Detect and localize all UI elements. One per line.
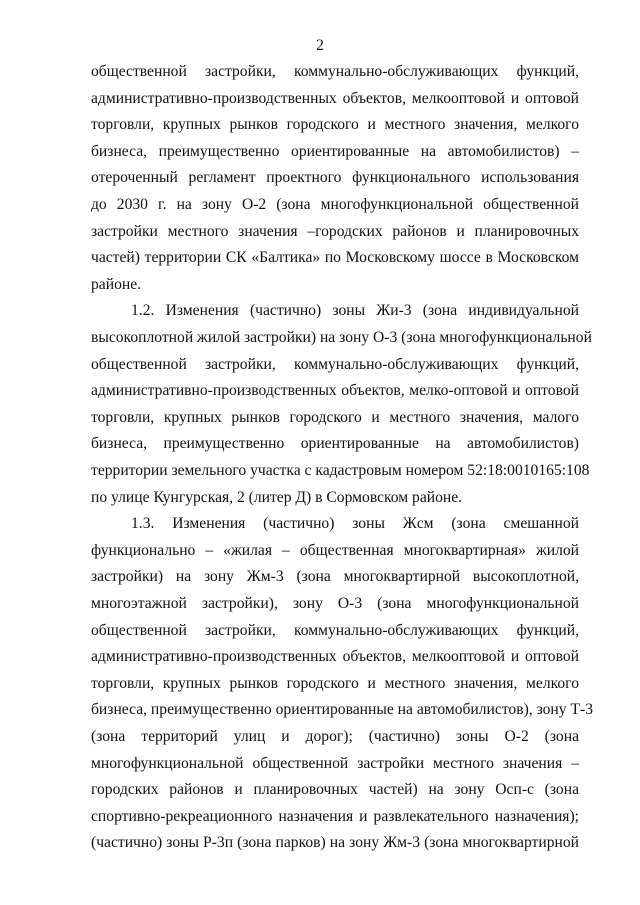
text-line: торговли, крупных рынков городского и местного значения, мелкого	[91, 116, 579, 134]
text-line: бизнеса, преимущественно ориентированные на автомобилистов), зону Т-3	[91, 701, 593, 719]
text-line: административно-производственных объектов, мелкооптовой и оптовой	[91, 648, 579, 666]
text-line: районе.	[91, 275, 142, 293]
text-line: административно-производственных объектов, мелко-оптовой и оптовой	[91, 382, 579, 400]
text-line: (зона территорий улиц и дорог); (частично) зоны О-2 (зона	[91, 728, 579, 745]
text-line: бизнеса, преимущественно ориентированные на автомобилистов)	[91, 435, 579, 453]
page-number: 2	[316, 37, 324, 54]
text-line: многофункциональной общественной застройки местного значения –	[91, 754, 579, 772]
text-line: высокоплотной жилой застройки) на зону О-3 (зона многофункциональной	[91, 329, 592, 346]
text-line: 1.2. Изменения (частично) зоны Жи-3 (зона индивидуальной	[131, 302, 579, 320]
text-line: общественной застройки, коммунально-обслуживающих функций,	[91, 63, 579, 80]
text-line: до 2030 г. на зону О-2 (зона многофункциональной общественной	[91, 196, 579, 213]
text-line: частей) территории СК «Балтика» по Московскому шоссе в Московском	[91, 249, 579, 267]
text-line: бизнеса, преимущественно ориентированные на автомобилистов) –	[91, 142, 579, 160]
text-line: (частично) зоны Р-3п (зона парков) на зону Жм-3 (зона многоквартирной	[91, 834, 579, 852]
text-line: 1.3. Изменения (частично) зоны Жсм (зона смешанной	[131, 515, 579, 533]
text-line: многоэтажной застройки), зону О-3 (зона многофункциональной	[91, 595, 579, 612]
text-line: по улице Кунгурская, 2 (литер Д) в Сормовском районе.	[91, 488, 463, 506]
text-line: застройки) на зону Жм-3 (зона многоквартирной высокоплотной,	[91, 568, 579, 586]
text-line: отероченный регламент проектного функционального использования	[91, 169, 579, 187]
text-line: общественной застройки, коммунально-обслуживающих функций,	[91, 355, 579, 373]
text-line: спортивно-рекреационного назначения и развлекательного назначения);	[91, 807, 579, 825]
text-line: торговли, крупных рынков городского и местного значения, мелкого	[91, 674, 579, 692]
text-line: торговли, крупных рынков городского и местного значения, малого	[91, 408, 579, 426]
text-line: функционально – «жилая – общественная многоквартирная» жилой	[91, 541, 579, 559]
text-line: общественной застройки, коммунально-обслуживающих функций,	[91, 621, 579, 639]
text-line: городских районов и планировочных частей) на зону Осп-с (зона	[91, 781, 579, 799]
text-line: территории земельного участка с кадастровым номером 52:18:0010165:108	[91, 462, 590, 479]
text-line: застройки местного значения –городских районов и планировочных	[91, 222, 579, 240]
text-line: административно-производственных объектов, мелкооптовой и оптовой	[91, 89, 579, 107]
